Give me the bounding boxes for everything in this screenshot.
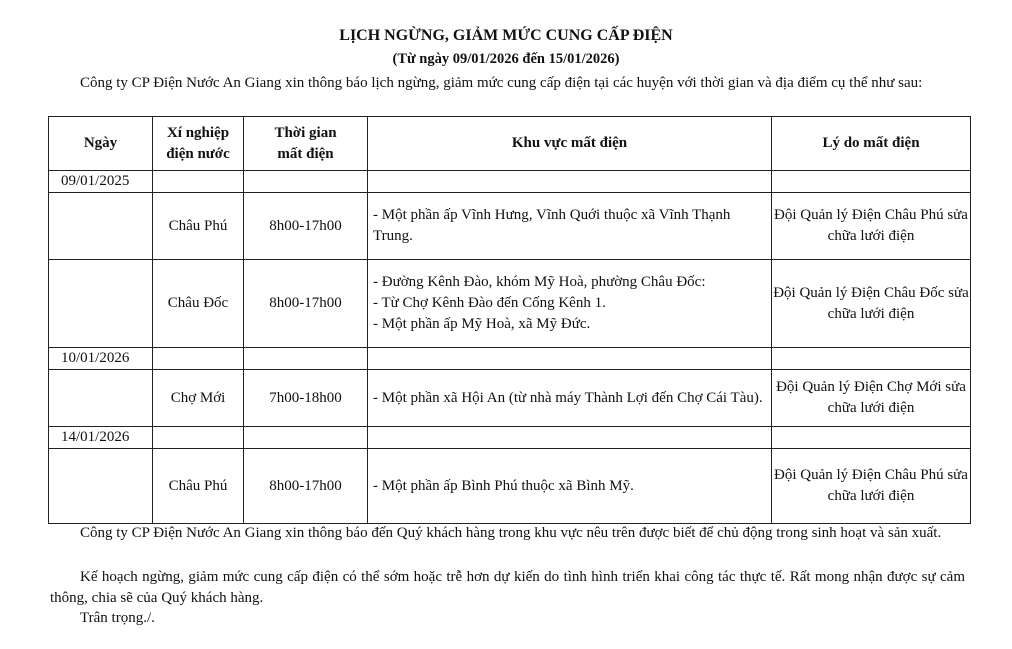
header-reason: Lý do mất điện <box>772 117 971 171</box>
header-unit-line1: Xí nghiệp <box>166 124 230 141</box>
intro-paragraph: Công ty CP Điện Nước An Giang xin thông báo lịch ngừng, giảm mức cung cấp điện tại các huyện với thời gian và địa điểm cụ thể như sau: <box>80 75 923 91</box>
time-cell: 8h00-17h00 <box>244 449 368 524</box>
closing-paragraph-1: Công ty CP Điện Nước An Giang xin thông báo đến Quý khách hàng trong khu vực nêu trên được biết để chủ động trong sinh hoạt và sản xuất. <box>80 525 942 541</box>
date-row <box>49 171 971 193</box>
area-line: - Một phần ấp Mỹ Hoà, xã Mỹ Đức. <box>373 316 591 332</box>
table-row <box>49 449 971 524</box>
outage-schedule-table <box>48 116 971 524</box>
closing-paragraph-2: Kế hoạch ngừng, giảm mức cung cấp điện có thể sớm hoặc trễ hơn dự kiến do tình hình triển khai công tác thực tế. Rất mong nhận được sự cảm thông, chia sẽ của Quý khách hàng. <box>50 569 965 606</box>
unit-cell: Châu Phú <box>153 449 244 524</box>
closing-signoff: Trân trọng./. <box>80 610 155 626</box>
area-line: - Một phần ấp Bình Phú thuộc xã Bình Mỹ. <box>373 477 634 494</box>
date-row <box>49 348 971 370</box>
unit-cell: Châu Đốc <box>153 260 244 348</box>
date-cell: 09/01/2025 <box>49 171 153 193</box>
header-time-line1: Thời gian <box>274 124 337 141</box>
table-row <box>49 370 971 427</box>
table-row <box>49 193 971 260</box>
area-line: - Một phần xã Hội An (từ nhà máy Thành Lợi đến Chợ Cái Tàu). <box>373 389 763 406</box>
reason-cell: Đội Quản lý Điện Châu Phú sửa chữa lưới điện <box>772 193 971 260</box>
document-title: LỊCH NGỪNG, GIẢM MỨC CUNG CẤP ĐIỆN <box>339 27 673 44</box>
time-cell: 8h00-17h00 <box>244 260 368 348</box>
header-unit <box>153 117 244 171</box>
header-time-line2: mất điện <box>277 145 334 162</box>
date-cell: 10/01/2026 <box>49 348 153 370</box>
date-cell: 14/01/2026 <box>49 427 153 449</box>
reason-cell: Đội Quản lý Điện Chợ Mới sửa chữa lưới điện <box>772 370 971 427</box>
area-line: - Một phần ấp Vĩnh Hưng, Vĩnh Quới thuộc xã Vĩnh Thạnh Trung. <box>373 207 731 244</box>
area-cell <box>368 370 772 427</box>
time-cell: 7h00-18h00 <box>244 370 368 427</box>
area-cell <box>368 193 772 260</box>
header-time <box>244 117 368 171</box>
header-date: Ngày <box>49 117 153 171</box>
date-row <box>49 427 971 449</box>
time-cell: 8h00-17h00 <box>244 193 368 260</box>
unit-cell: Châu Phú <box>153 193 244 260</box>
reason-cell: Đội Quản lý Điện Châu Phú sửa chữa lưới điện <box>772 449 971 524</box>
reason-cell: Đội Quản lý Điện Châu Đốc sửa chữa lưới điện <box>772 260 971 348</box>
unit-cell: Chợ Mới <box>153 370 244 427</box>
header-unit-line2: điện nước <box>166 145 230 162</box>
header-area: Khu vực mất điện <box>368 117 772 171</box>
area-line: - Từ Chợ Kênh Đào đến Cống Kênh 1. <box>373 295 606 311</box>
area-line: - Đường Kênh Đào, khóm Mỹ Hoà, phường Châu Đốc: <box>373 274 706 290</box>
area-cell <box>368 260 772 348</box>
table-row <box>49 260 971 348</box>
table-header-row <box>49 117 971 171</box>
document-subtitle: (Từ ngày 09/01/2026 đến 15/01/2026) <box>392 51 620 67</box>
area-cell <box>368 449 772 524</box>
